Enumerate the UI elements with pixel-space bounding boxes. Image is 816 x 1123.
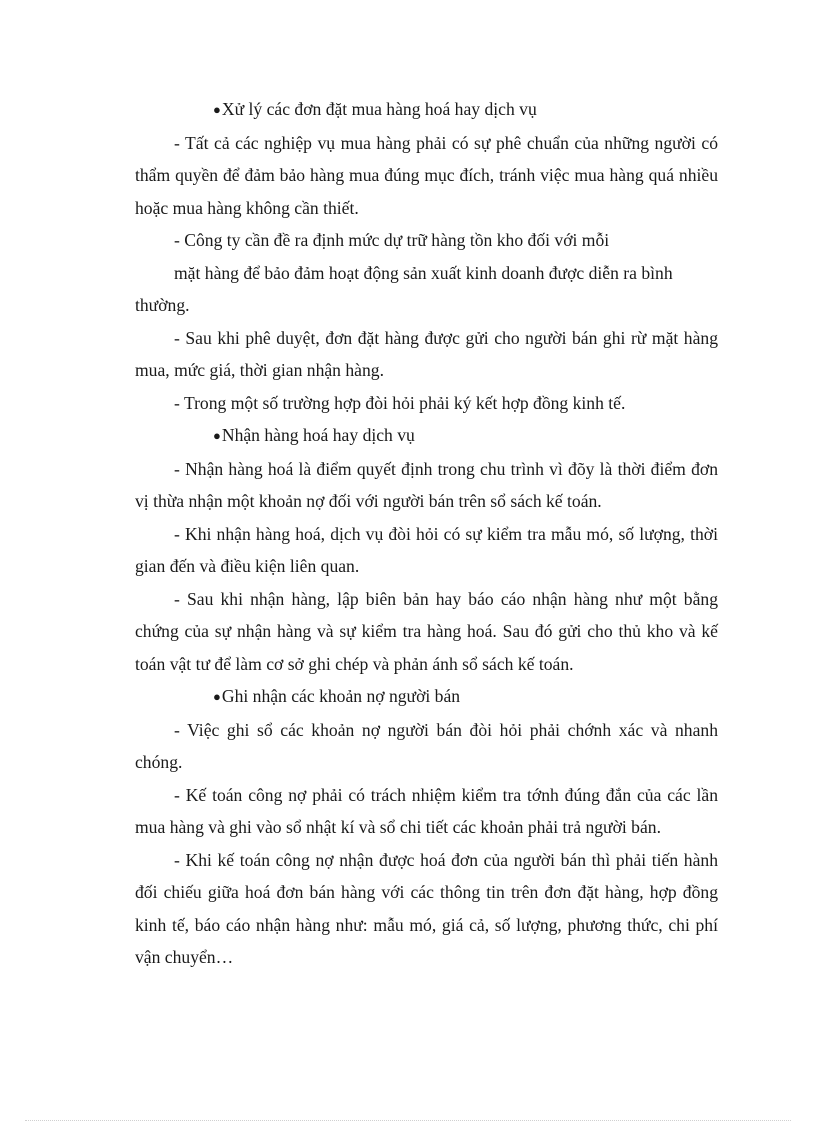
bullet-icon: ●: [213, 102, 221, 117]
paragraph: - Khi nhận hàng hoá, dịch vụ đòi hỏi có sự kiểm tra mẫu mó, số lượng, thời gian đến và điều kiện liên quan.: [135, 523, 718, 576]
paragraph: - Sau khi phê duyệt, đơn đặt hàng được gửi cho người bán ghi rừ mặt hàng mua, mức giá, thời gian nhận hàng.: [135, 327, 718, 380]
paragraph: - Khi kế toán công nợ nhận được hoá đơn của người bán thì phải tiến hành đối chiếu giữa hoá đơn bán hàng với các thông tin trên đơn đặt hàng, hợp đồng kinh tế, báo cáo nhận hàng như: mẫu mó, giá cả, số lượng, phương thức, chi phí vận chuyển…: [135, 849, 718, 967]
paragraph: mặt hàng để bảo đảm hoạt động sản xuất kinh doanh được diễn ra bình: [174, 262, 673, 283]
paragraph: - Sau khi nhận hàng, lập biên bản hay báo cáo nhận hàng như một bằng chứng của sự nhận hàng và sự kiểm tra hàng hoá. Sau đó gửi cho thủ kho và kế toán vật tư để làm cơ sở ghi chép và phản ánh sổ sách kế toán.: [135, 588, 718, 674]
bullet-icon: ●: [213, 428, 221, 443]
bullet-icon: ●: [213, 689, 221, 704]
paragraph: thường.: [135, 295, 190, 315]
paragraph: - Việc ghi sổ các khoản nợ người bán đòi hỏi phải chớnh xác và nhanh chóng.: [135, 719, 718, 772]
section-heading: ●Xử lý các đơn đặt mua hàng hoá hay dịch vụ: [135, 93, 718, 127]
section-heading: ●Ghi nhận các khoản nợ người bán: [135, 680, 718, 714]
paragraph: - Tất cả các nghiệp vụ mua hàng phải có sự phê chuẩn của những người có thẩm quyền để đảm bảo hàng mua đúng mục đích, tránh việc mua hàng quá nhiều hoặc mua hàng không cần thiết.: [135, 132, 718, 218]
section-heading: ●Nhận hàng hoá hay dịch vụ: [135, 419, 718, 453]
page-bottom-divider: [25, 1120, 791, 1121]
paragraph: - Kế toán công nợ phải có trách nhiệm kiểm tra tớnh đúng đắn của các lần mua hàng và ghi vào sổ nhật kí và sổ chi tiết các khoản phải trả người bán.: [135, 784, 718, 837]
document-body: [135, 93, 718, 974]
paragraph: - Nhận hàng hoá là điểm quyết định trong chu trình vì đõy là thời điểm đơn vị thừa nhận một khoản nợ đối với người bán trên sổ sách kế toán.: [135, 458, 718, 511]
paragraph: - Trong một số trường hợp đòi hỏi phải ký kết hợp đồng kinh tế.: [174, 392, 626, 413]
paragraph: - Công ty cần đề ra định mức dự trữ hàng tồn kho đối với mỗi: [174, 230, 610, 250]
